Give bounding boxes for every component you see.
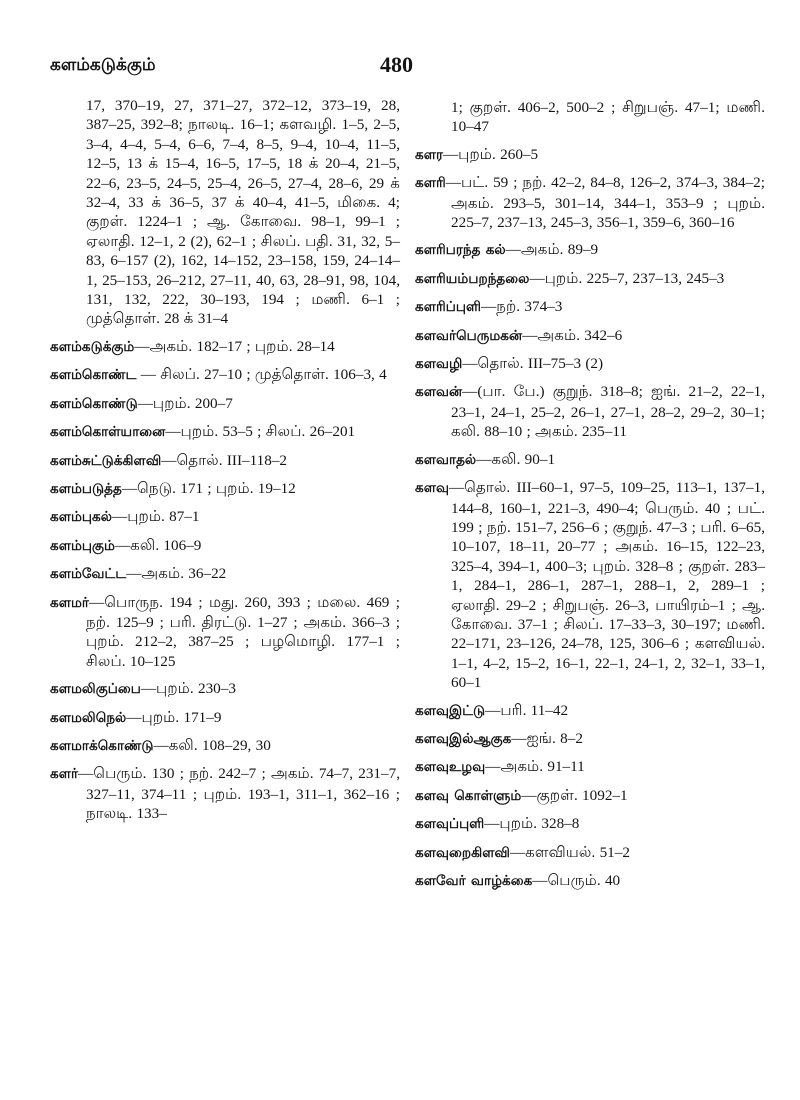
index-entry [50,593,400,672]
page-number: 480 [380,52,413,77]
index-entry [415,757,765,777]
index-entry [415,297,765,317]
entry-headword: களம்புகல் [50,509,112,526]
index-entry [415,843,765,863]
entry-references: —கலி. 106–9 [114,536,202,554]
entry-headword: களவேர் வாழ்க்கை [415,873,533,889]
entry-references: —நற். 374–3 [481,298,563,316]
entry-references: —புறம். 260–5 [442,145,539,163]
entry-references: —களவியல். 51–2 [509,843,630,861]
entry-references: —அகம். 342–6 [522,326,623,344]
entry-references: —கலி. 90–1 [476,450,556,468]
index-entry [50,736,400,756]
index-entry [415,240,765,260]
entry-headword: களரியம்பறந்தலை [415,270,530,287]
index-entry-continuation [415,98,765,137]
entry-headword: களமர் [50,594,90,611]
entry-references: 1; குறள். 406–2, 500–2 ; சிறுபஞ். 47–1; மணி. 10–47 [451,99,765,136]
entry-references: —பட். 59 ; நற். 42–2, 84–8, 126–2, 374–3, 384–2; அகம். 293–5, 301–14, 344–1, 353–9 ; புறம். 225–7, 237–13, 245–3, 356–1, 359–6, 360–16 [445,174,765,232]
index-entry [415,382,765,441]
entry-headword: களம்சுட்டுக்கிளவி [50,452,162,469]
entry-references: —பெரும். 40 [532,872,621,889]
entry-references: —அகம். 89–9 [505,241,599,259]
index-entry [415,478,765,692]
entry-headword: களவுஇட்டு [415,702,486,719]
index-entry [415,450,765,470]
entry-references: —நெடு. 171 ; புறம். 19–12 [121,479,296,497]
entry-headword: களமலிநெல் [50,709,127,726]
entry-headword: களரிப்புளி [415,299,482,316]
entry-references: —புறம். 230–3 [140,680,236,698]
index-entry [415,701,765,721]
entry-references: —தொல். III–118–2 [161,451,288,469]
entry-headword: களம்கொண்ட [50,367,137,384]
entry-references: —தொல். III–75–3 (2) [462,355,604,373]
entry-references: —புறம். 328–8 [484,815,580,833]
entry-headword: களரிபரந்த கல் [415,242,506,259]
entry-headword: களவுப்புளி [415,816,485,833]
entry-references: —(பா. பே.) குறுந். 318–8; ஐங். 21–2, 22–1, 23–1, 24–1, 25–2, 26–1, 27–1, 28–2, 29–2, 30–1; கலி. 88–10 ; அகம். 235–11 [451,383,765,441]
entry-references: —புறம். 225–7, 237–13, 245–3 [529,269,725,287]
index-entry [50,479,400,499]
index-entry [50,422,400,442]
entry-references: —அகம். 91–11 [485,758,585,776]
running-head: களம்கடுக்கும் [50,55,156,75]
index-entry [50,536,400,556]
index-entry [415,354,765,374]
index-entry [50,394,400,414]
entry-headword: களம்கொள்யானை [50,424,166,441]
index-entry [50,764,400,823]
entry-headword: களம்வேட்ட [50,566,127,583]
entry-references: —புறம். 53–5 ; சிலப். 26–201 [165,423,356,441]
entry-references: —ஐங். 8–2 [511,729,583,747]
index-entry-continuation [50,96,400,329]
entry-references: —அகம். 182–17 ; புறம். 28–14 [134,337,335,355]
entry-headword: களவுஉழவு [415,759,486,776]
index-entry [50,679,400,699]
entry-references: —அகம். 36–22 [126,565,227,583]
entry-headword: களவன் [415,384,463,401]
index-entry [50,507,400,527]
index-column-right [415,98,765,899]
entry-references: —புறம். 200–7 [137,394,233,412]
entry-headword: களவு கொள்ளும் [415,787,522,804]
index-entry [415,729,765,749]
entry-references: —புறம். 87–1 [112,508,200,526]
entry-references: —பரி. 11–42 [485,701,569,719]
index-entry [50,564,400,584]
index-column-left [50,96,400,832]
entry-headword: களம்கொண்டு [50,395,138,412]
entry-references: —குறள். 1092–1 [521,786,628,804]
entry-headword: களவு [415,480,449,497]
entry-headword: களவுஇல்ஆகுக [415,730,512,747]
entry-references: —தொல். III–60–1, 97–5, 109–25, 113–1, 137–1, 144–8, 160–1, 221–3, 490–4; பெரும். 40 ; பட். 199 ; நற். 151–7, 256–6 ; குறுந். 47–3 ; பரி. 6–65, 10–107, 18–11, 20–77 ; அகம். 16–15, 122–23, 325–4, 394–1, 400–3; புறம். 328–8 ; குறள். 283–1, 284–1, 286–1, 287–1, 288–1, 2, 289–1 ; ஏலாதி. 29–2 ; சிறுபஞ். 26–3, பாயிரம்–1 ; ஆ. கோவை. 37–1 ; சிலப். 17–33–3, 30–197; மணி. 22–171, 23–126, 24–78, 125, 306–6 ; களவியல். 1–1, 4–2, 15–2, 16–1, 22–1, 24–1, 2, 32–1, 33–1, 60–1 [448,479,765,692]
index-entry [50,708,400,728]
entry-headword: களரி [415,175,446,192]
index-entry [50,337,400,357]
index-entry [415,786,765,806]
entry-references: —கலி. 108–29, 30 [153,736,271,754]
entry-headword: களவர்பெருமகன் [415,327,523,344]
index-entry [415,173,765,232]
entry-headword: களவழி [415,356,463,373]
index-entry [50,451,400,471]
index-entry [415,814,765,834]
entry-references: — சிலப். 27–10 ; முத்தொள். 106–3, 4 [136,366,387,384]
entry-headword: களமாக்கொண்டு [50,737,154,754]
entry-headword: களர [415,146,443,163]
entry-references: 17, 370–19, 27, 371–27, 372–12, 373–19, 28, 387–25, 392–8; நாலடி. 16–1; களவழி. 1–5, 2–5, 3–4, 4–4, 5–4, 6–6, 7–4, 8–5, 9–4, 10–4, 11–5, 12–5, 13 க் 15–4, 16–5, 17–5, 18 க் 20–4, 21–5, 22–6, 23–5, 24–5, 25–4, 26–5, 27–4, 28–6, 29 க் 32–4, 33 க் 36–5, 37 க் 40–4, 41–5, மிகை. 4; குறள். 1224–1 ; ஆ. கோவை. 98–1, 99–1 ; ஏலாதி. 12–1, 2 (2), 62–1 ; சிலப். பதி. 31, 32, 5–83, 6–157 (2), 162, 14–152, 23–158, 159, 24–14–1, 25–153, 26–212, 27–11, 40, 63, 28–91, 98, 104, 131, 132, 222, 30–193, 194 ; மணி. 6–1 ; முத்தொள். 28 க் 31–4 [86,97,400,328]
index-entry [415,326,765,346]
entry-headword: களம்படுத்த [50,480,122,497]
entry-headword: களம்கடுக்கும் [50,338,135,355]
entry-headword: களவாதல் [415,451,477,468]
index-entry [415,871,765,891]
entry-headword: களவுறைகிளவி [415,844,510,861]
index-entry [415,145,765,165]
entry-headword: களம்புகும் [50,537,115,554]
entry-references: —பெரும். 130 ; நற். 242–7 ; அகம். 74–7, 231–7, 327–11, 374–11 ; புறம். 193–1, 311–1, 362–16 ; நாலடி. 133– [78,765,400,823]
entry-headword: களமலிகுப்பை [50,681,141,698]
entry-references: —புறம். 171–9 [126,708,222,726]
index-entry [415,269,765,289]
entry-headword: களர் [50,766,79,783]
entry-references: —பொருந. 194 ; மது. 260, 393 ; மலை. 469 ; நற். 125–9 ; பரி. திரட்டு. 1–27 ; அகம். 366–3 ; புறம். 212–2, 387–25 ; பழமொழி. 177–1 ; சிலப். 10–125 [86,593,400,670]
index-entry [50,365,400,385]
